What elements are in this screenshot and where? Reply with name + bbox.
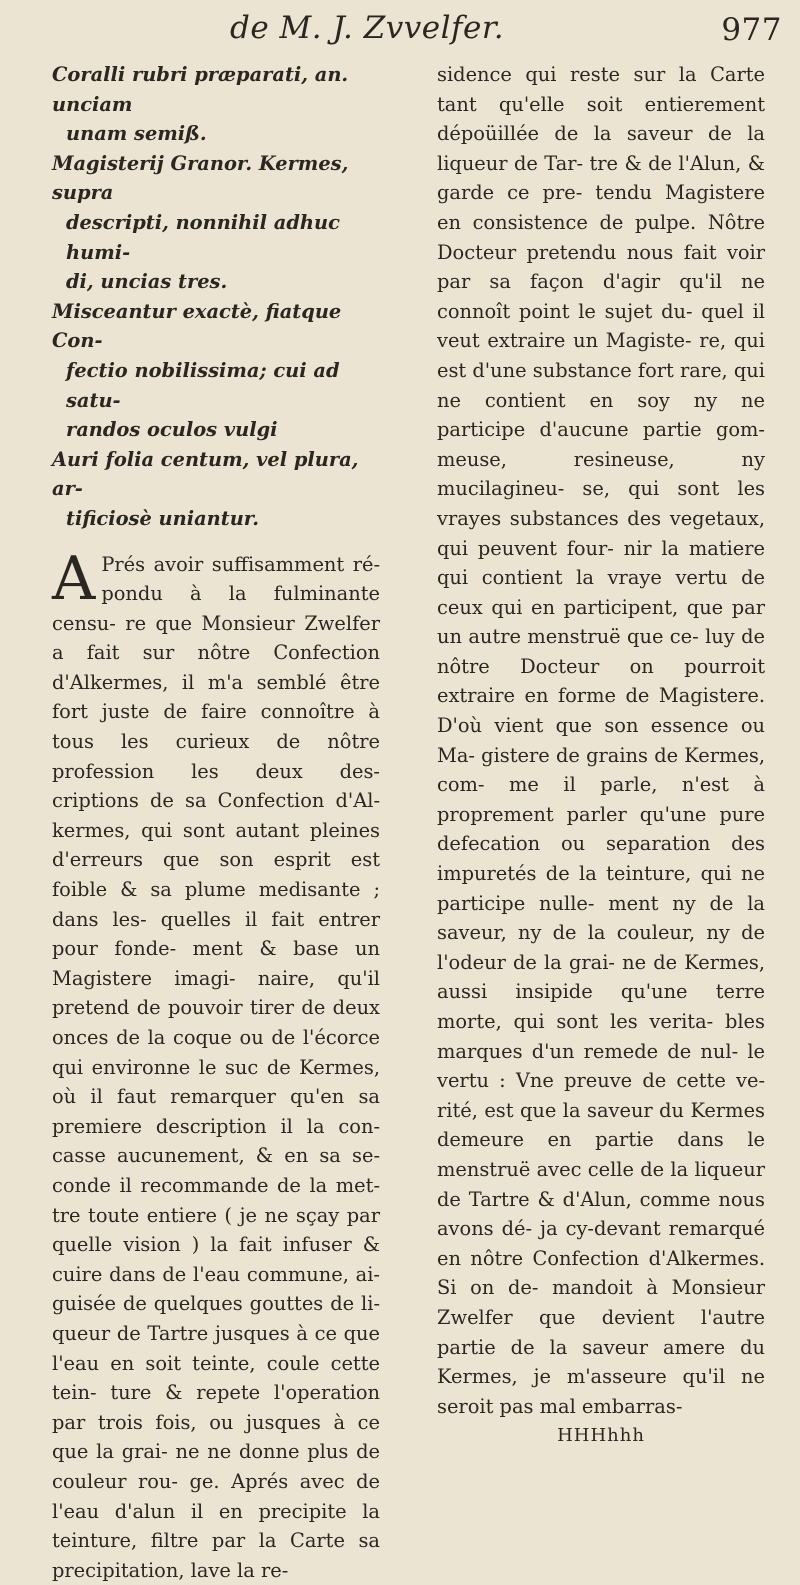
recipe-line: fectio nobilissima; cui ad satu- — [52, 356, 380, 415]
left-column — [52, 60, 380, 1585]
recipe-line: descripti, nonnihil adhuc humi- — [52, 208, 380, 267]
latin-recipe — [52, 60, 380, 534]
recipe-line: tificiosè uniantur. — [52, 504, 380, 534]
recipe-line: randos oculos vulgi — [52, 415, 380, 445]
page-number: 977 — [721, 12, 782, 48]
running-header — [230, 10, 790, 56]
catchword: HHHhhh — [437, 1421, 765, 1451]
drop-cap: A — [52, 554, 95, 604]
recipe-line: Misceantur exactè, fiatque Con- — [52, 297, 380, 356]
recipe-line: unam semiß. — [52, 119, 380, 149]
right-paragraph: sidence qui reste sur la Carte tant qu'elle soit entierement dépoüillée de la saveur de la liqueur de Tar- tre & de l'Alun, & garde ce pre- tendu Magistere en consistence de pulpe. Nôtre Docteur pretendu nous fait voir par sa façon d'agir qu'il ne connoît point le sujet du- quel il veut extraire un Magiste- re, qui est d'une substance fort rare, qui ne contient en soy ny ne participe d'aucune partie gom- meuse, resineuse, ny mucilagineu- se, qui sont les vrayes substances des vegetaux, qui peuvent four- nir la matiere qui contient la vraye vertu de ceux qui en participent, que par un autre menstruë que ce- luy de nôtre Docteur on pourroit extraire en forme de Magistere. D'où vient que son essence ou Ma- gistere de grains de Kermes, com- me il parle, n'est à proprement parler qu'une pure defecation ou separation des impuretés de la teinture, qui ne participe nulle- ment ny de la saveur, ny de la couleur, ny de l'odeur de la grai- ne de Kermes, aussi insipide qu'une terre morte, qui sont les verita- bles marques d'un remede de nul- le vertu : Vne preuve de cette ve- rité, est que la saveur du Kermes demeure en partie dans le menstruë avec celle de la liqueur de Tartre & d'Alun, comme nous avons dé- ja cy-devant remarqué en nôtre Confection d'Alkermes. Si on de- mandoit à Monsieur Zwelfer que devient l'autre partie de la saveur amere du Kermes, je m'asseure qu'il ne seroit pas mal embarras- — [437, 60, 765, 1421]
left-paragraph — [52, 550, 380, 1585]
recipe-line: Auri folia centum, vel plura, ar- — [52, 445, 380, 504]
right-column — [437, 60, 765, 1451]
recipe-line: Coralli rubri præparati, an. unciam — [52, 60, 380, 119]
recipe-line: Magisterij Granor. Kermes, supra — [52, 149, 380, 208]
left-paragraph-text: Prés avoir suffisamment ré- pondu à la fulminante censu- re que Monsieur Zwelfer a fait sur nôtre Confection d'Alkermes, il m'a semblé être fort juste de faire connoître à tous les curieux de nôtre profession les deux des- criptions de sa Confection d'Al- kermes, qui sont autant pleines d'erreurs que son esprit est foible & sa plume medisante ; dans les- quelles il fait entrer pour fonde- ment & base un Magistere imagi- naire, qu'il pretend de pouvoir tirer de deux onces de la coque ou de l'écorce qui environne le suc de Kermes, où il faut remarquer qu'en sa premiere description il la con- casse aucunement, & en sa se- conde il recommande de la met- tre toute entiere ( je ne sçay par quelle vision ) la fait infuser & cuire dans de l'eau commune, ai- guisée de quelques gouttes de li- queur de Tartre jusques à ce que l'eau en soit teinte, coule cette tein- ture & repete l'operation par trois fois, ou jusques à ce que la grai- ne ne donne plus de couleur rou- ge. Aprés avec de l'eau d'alun il en precipite la teinture, filtre par la Carte sa precipitation, lave la re- — [52, 553, 380, 1582]
recipe-line: di, uncias tres. — [52, 267, 380, 297]
header-title: de M. J. Zvvelfer. — [230, 10, 504, 46]
